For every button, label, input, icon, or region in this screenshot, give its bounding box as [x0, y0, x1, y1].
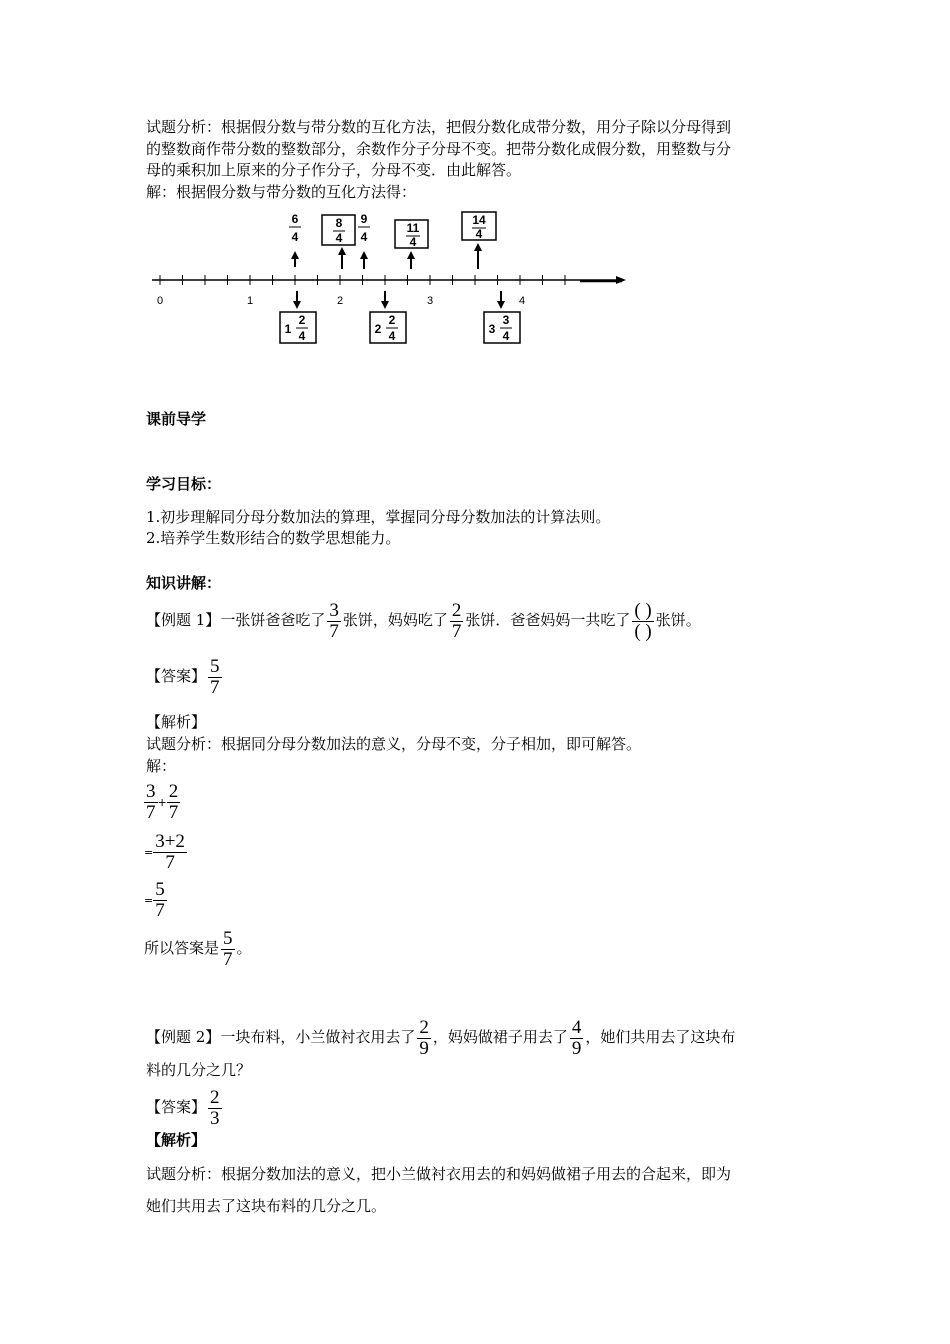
solution-step-1: $\frac{3}{7}$ + $\frac{2}{7}$	[146, 780, 179, 823]
fraction-2-9: $\frac{2}{9}$	[419, 1016, 429, 1059]
answer-fraction-2-3: $\frac{2}{3}$	[210, 1086, 220, 1129]
svg-text:4: 4	[298, 329, 306, 343]
bottom-mixed-1-2-4	[280, 291, 316, 343]
example2-analysis-label: 【解析】	[146, 1131, 207, 1149]
solution-intro: 解：根据假分数与带分数的互化方法得：	[146, 183, 417, 201]
svg-text:2: 2	[298, 313, 306, 327]
svg-text:9: 9	[360, 212, 368, 226]
tick-label-0: 0	[156, 295, 164, 307]
top-fraction-14-4	[462, 212, 496, 269]
example1-question: 【例题 1】一张饼爸爸吃了 $\frac{3}{7}$ 张饼，妈妈吃了 $\frac{2}{7}$ 张饼．爸爸妈妈一共吃了 $\frac{( )}{( )}$ 张饼。	[146, 599, 701, 642]
example1-analysis: 试题分析：根据同分母分数加法的意义，分母不变，分子相加，即可解答。	[146, 735, 642, 753]
svg-text:4: 4	[291, 230, 299, 244]
tick-label-2: 2	[336, 295, 344, 307]
answer-fraction-5-7: $\frac{5}{7}$	[210, 655, 220, 698]
analysis-line-1: 试题分析：根据假分数与带分数的互化方法，把假分数化成带分数，用分子除以分母得到	[146, 118, 732, 136]
example1-label: 【例题 1】	[146, 611, 221, 629]
fraction-3-7: $\frac{3}{7}$	[329, 599, 339, 642]
solution-step-3: = $\frac{5}{7}$	[144, 878, 165, 921]
example2-analysis-1: 试题分析：根据分数加法的意义，把小兰做衬衣用去的和妈妈做裙子用去的合起来，即为	[146, 1165, 732, 1183]
example1-solution: 解：	[146, 757, 177, 775]
svg-text:6: 6	[291, 212, 299, 226]
tick-label-4: 4	[518, 295, 526, 307]
solution-step-2: = $\frac{3+2}{7}$	[144, 830, 185, 873]
analysis-line-2: 的整数商作带分数的整数部分，余数作分子分母不变。把带分数化成假分数，用整数与分	[146, 140, 732, 158]
answer-blank-fraction: $\frac{( )}{( )}$	[634, 599, 652, 642]
example2-analysis-2: 她们共用去了这块布料的几分之几。	[146, 1197, 387, 1215]
goals-title: 学习目标：	[146, 475, 222, 493]
top-fraction-11-4	[395, 220, 428, 269]
section-title: 课前导学	[146, 410, 207, 428]
fraction-4-9: $\frac{4}{9}$	[571, 1016, 582, 1059]
axis-arrowhead	[616, 276, 626, 284]
knowledge-title: 知识讲解：	[146, 574, 222, 592]
svg-text:4: 4	[388, 329, 396, 343]
svg-text:4: 4	[409, 235, 417, 249]
analysis-line-3: 母的乘积加上原来的分子作分子，分母不变．由此解答。	[146, 161, 522, 179]
svg-text:1: 1	[284, 322, 292, 336]
svg-text:2: 2	[374, 322, 382, 336]
number-line-diagram	[140, 205, 640, 350]
example1-answer: 【答案】 $\frac{5}{7}$	[146, 655, 220, 698]
goal-item-2: 2.培养学生数形结合的数学思想能力。	[146, 529, 401, 547]
top-fraction-8-4	[322, 215, 355, 269]
goal-item-1: 1.初步理解同分母分数加法的算理，掌握同分母分数加法的计算法则。	[146, 508, 611, 526]
example2-question: 【例题 2】一块布料，小兰做衬衣用去了 $\frac{2}{9}$ ，妈妈做裙子用去了 $\frac{4}{9}$ ，她们共用去了这块布	[146, 1016, 736, 1059]
example1-conclusion: 所以答案是 $\frac{5}{7}$ 。	[144, 927, 252, 970]
svg-text:11: 11	[406, 221, 420, 235]
example2-label: 【例题 2】	[146, 1028, 221, 1046]
tick-label-1: 1	[246, 295, 254, 307]
svg-text:4: 4	[335, 231, 343, 245]
svg-text:3: 3	[488, 322, 496, 336]
svg-text:4: 4	[475, 227, 483, 241]
svg-text:8: 8	[335, 216, 343, 230]
svg-text:3: 3	[502, 313, 510, 327]
example1-analysis-label: 【解析】	[146, 713, 207, 731]
top-fraction-9-4	[358, 212, 370, 269]
example2-answer: 【答案】 $\frac{2}{3}$	[146, 1086, 220, 1129]
svg-text:14: 14	[472, 213, 486, 227]
svg-text:4: 4	[360, 230, 368, 244]
top-fraction-6-4	[289, 212, 301, 267]
svg-text:4: 4	[502, 329, 510, 343]
bottom-mixed-2-2-4	[370, 291, 406, 343]
fraction-2-7: $\frac{2}{7}$	[451, 599, 462, 642]
svg-text:2: 2	[388, 313, 396, 327]
example2-question-cont: 料的几分之几？	[146, 1061, 252, 1079]
tick-label-3: 3	[426, 295, 434, 307]
bottom-mixed-3-3-4	[484, 291, 520, 343]
